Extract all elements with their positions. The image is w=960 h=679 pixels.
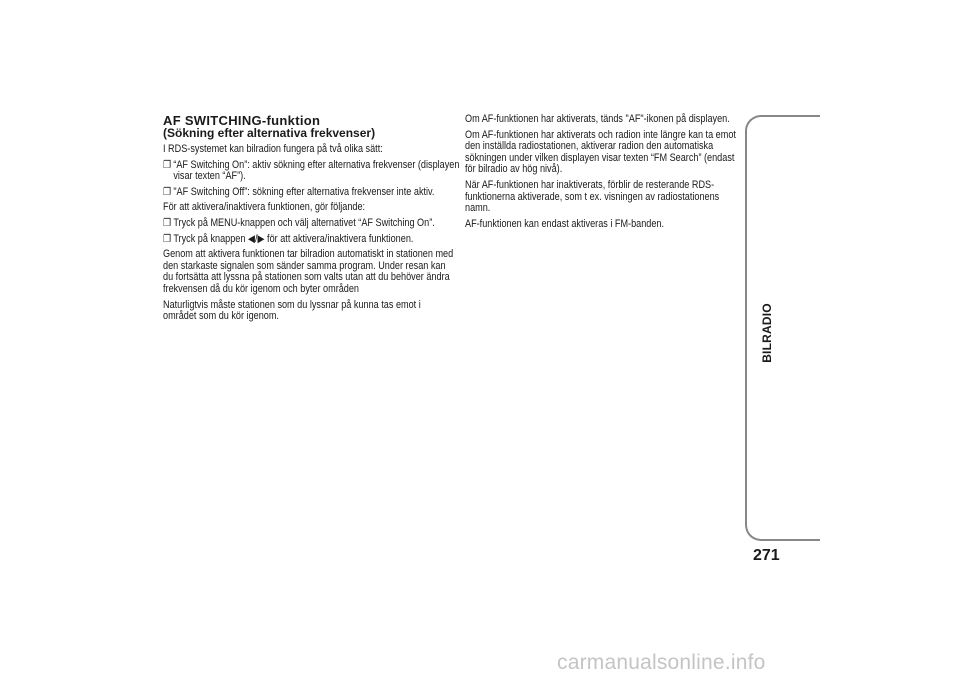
steps-intro: För att aktivera/inaktivera funktionen, gör följande: — [163, 201, 366, 214]
watermark: carmanualsonline.info — [557, 651, 766, 674]
list-item-text: “AF Switching On”: aktiv sökning efter alternativa frekvenser (displayen visar texten “AF”). — [173, 158, 460, 183]
list-item-text: "AF Switching Off”: sökning efter alternativa frekvenser inte aktiv. — [173, 185, 435, 198]
section-heading — [163, 114, 455, 140]
step-text-before: Tryck på knappen — [173, 232, 246, 245]
list-item: ❐ Tryck på knappen ◀/▶ för att aktivera/inaktivera funktionen. — [163, 232, 414, 245]
paragraph: AF-funktionen kan endast aktiveras i FM-banden. — [465, 217, 665, 230]
paragraph: När AF-funktionen har inaktiverats, förblir de resterande RDS-funktionerna aktiverade, som t ex. visningen av radiostationens namn. — [465, 178, 720, 215]
heading-title: AF SWITCHING-funktion — [163, 113, 321, 128]
checkbox-bullet-icon: ❐ — [163, 158, 172, 171]
checkbox-bullet-icon: ❐ — [163, 185, 172, 198]
section-tab-label — [755, 293, 779, 373]
checkbox-bullet-icon: ❐ — [163, 232, 172, 245]
step-text-after: för att aktivera/inaktivera funktionen. — [267, 232, 414, 245]
section-tab-text: BILRADIO — [760, 303, 775, 363]
list-item-text: Tryck på MENU-knappen och välj alternativet “AF Switching On”. — [173, 216, 435, 229]
heading-subtitle: (Sökning efter alternativa frekvenser) — [163, 126, 376, 140]
page-number: 271 — [753, 547, 780, 564]
list-item — [163, 160, 466, 183]
paragraph: Naturligtvis måste stationen som du lyssnar på kunna tas emot i området som du kör igenom. — [163, 298, 421, 323]
left-column — [163, 113, 460, 327]
intro-text: I RDS-systemet kan bilradion fungera på två olika sätt: — [163, 143, 383, 155]
list-item — [163, 187, 466, 199]
paragraph: Om AF-funktionen har aktiverats och radion inte längre kan ta emot den inställda radiostationen, aktiverar radion den automatiska sökningen under vilken displayen visar texten “FM Search” (endast för bilradio av hög nivå). — [465, 128, 736, 176]
triangle-left-icon: ◀ — [247, 232, 255, 245]
right-column — [465, 114, 745, 234]
checkbox-bullet-icon: ❐ — [163, 216, 172, 229]
triangle-right-icon: ▶ — [257, 232, 265, 245]
list-item — [163, 218, 466, 230]
paragraph: Genom att aktivera funktionen tar bilradion automatiskt in stationen med den starkaste signalen som sänder samma program. Under resan kan du fortsätta att lyssna på stationen som valts utan att du behöver ändra frekvensen då du kör igenom och byter områden — [163, 248, 454, 295]
paragraph: Om AF-funktionen har aktiverats, tänds "AF"-ikonen på displayen. — [465, 113, 730, 125]
